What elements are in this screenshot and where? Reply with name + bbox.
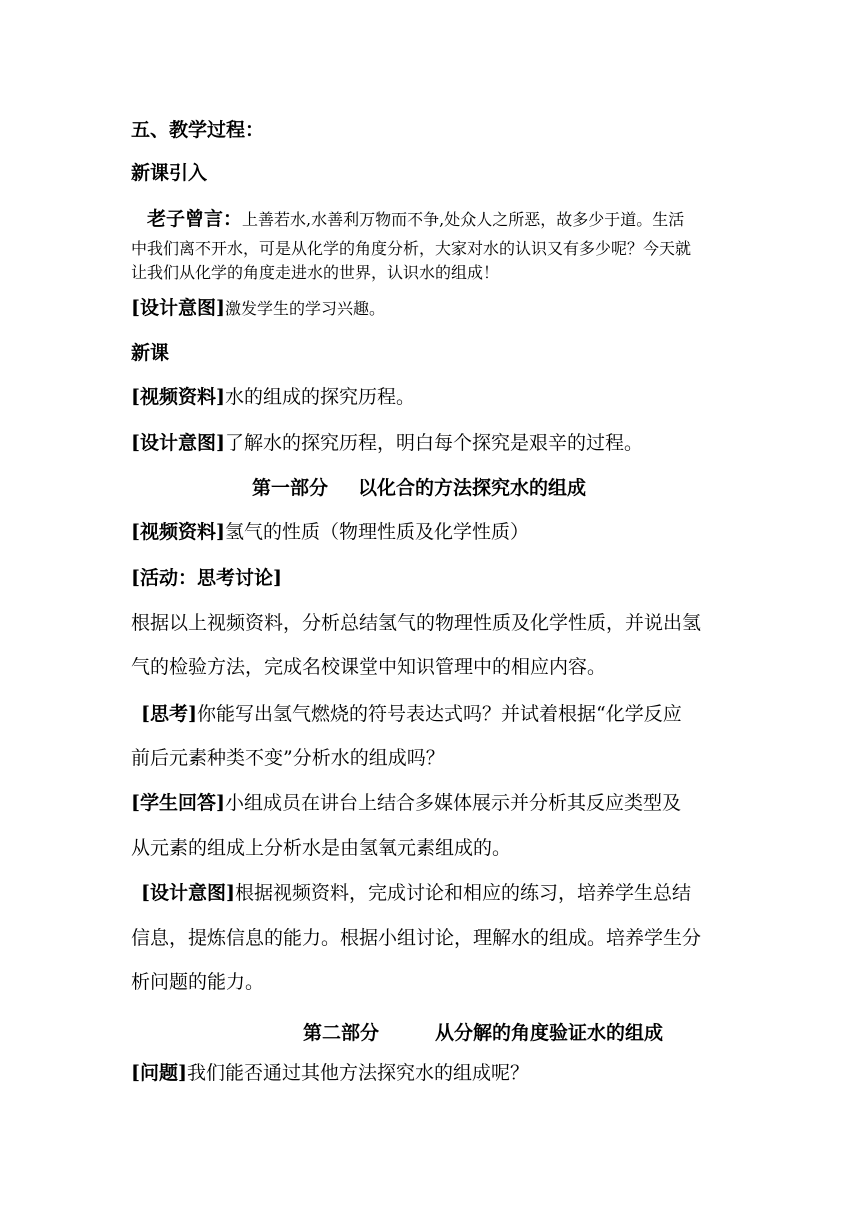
intro-quote-line-3: 让我们从化学的角度走进水的世界，认识水的组成！ (131, 263, 500, 282)
answer-text-1: 小组成员在讲台上结合多媒体展示并分析其反应类型及 (224, 792, 681, 814)
part1-activity-label: [活动：思考讨论] (131, 567, 282, 589)
video-label: [视频资料] (131, 386, 225, 408)
question-text: 我们能否通过其他方法探究水的组成呢？ (186, 1062, 529, 1084)
part1-title (252, 476, 586, 500)
part1-answer-line-2: 从元素的组成上分析水是由氢氧元素组成的。 (131, 837, 512, 859)
part1-design-line-3: 析问题的能力。 (131, 971, 265, 993)
answer-label: [学生回答] (131, 792, 225, 814)
part1-title-number: 第一部分 (252, 477, 329, 499)
video-text: 氢气的性质（物理性质及化学性质） (224, 521, 529, 543)
section-heading: 五、教学过程： (131, 119, 265, 141)
design-text: 激发学生的学习兴趣。 (224, 299, 385, 318)
part2-title (303, 1021, 663, 1045)
part2-title-number: 第二部分 (303, 1022, 380, 1044)
part1-video (131, 520, 529, 544)
intro-quote-line-1 (147, 208, 684, 231)
new-lesson-video (131, 385, 415, 409)
intro-heading: 新课引入 (131, 162, 208, 184)
part2-title-text: 从分解的角度验证水的组成 (435, 1022, 664, 1044)
part1-title-text: 以化合的方法探究水的组成 (358, 477, 587, 499)
part1-design-line-2: 信息，提炼信息的能力。根据小组讨论，理解水的组成。培养学生分 (131, 927, 702, 949)
part2-question (131, 1061, 529, 1085)
think-text-1: 你能写出氢气燃烧的符号表达式吗？并试着根据“化学反应 (196, 703, 682, 725)
part1-design-line-1 (141, 881, 691, 905)
think-label: [思考] (141, 703, 197, 725)
quote-label: 老子曾言： (147, 208, 243, 230)
part1-answer-line-1 (131, 791, 681, 815)
intro-design-intent (131, 297, 385, 320)
part1-think-line-2: 前后元素种类不变”分析水的组成吗？ (131, 747, 445, 769)
video-text: 水的组成的探究历程。 (224, 386, 415, 408)
new-lesson-design-intent (131, 431, 643, 455)
part1-activity-line-1: 根据以上视频资料，分析总结氢气的物理性质及化学性质，并说出氢 (131, 612, 702, 634)
design-label: [设计意图] (131, 432, 225, 454)
intro-quote-line-2: 中我们离不开水，可是从化学的角度分析，大家对水的认识又有多少呢？今天就 (131, 239, 692, 258)
question-label: [问题] (131, 1062, 187, 1084)
video-label: [视频资料] (131, 521, 225, 543)
new-lesson-heading: 新课 (131, 342, 170, 364)
design-label: [设计意图] (131, 297, 225, 319)
design-text-1: 根据视频资料，完成讨论和相应的练习，培养学生总结 (234, 882, 691, 904)
design-label: [设计意图] (141, 882, 235, 904)
design-text: 了解水的探究历程，明白每个探究是艰辛的过程。 (224, 432, 643, 454)
part1-think-line-1 (141, 702, 682, 726)
part1-activity-line-2: 气的检验方法，完成名校课堂中知识管理中的相应内容。 (131, 656, 607, 678)
quote-text-1: 上善若水,水善利万物而不争,处众人之所恶，故多少于道。生活 (242, 210, 685, 229)
